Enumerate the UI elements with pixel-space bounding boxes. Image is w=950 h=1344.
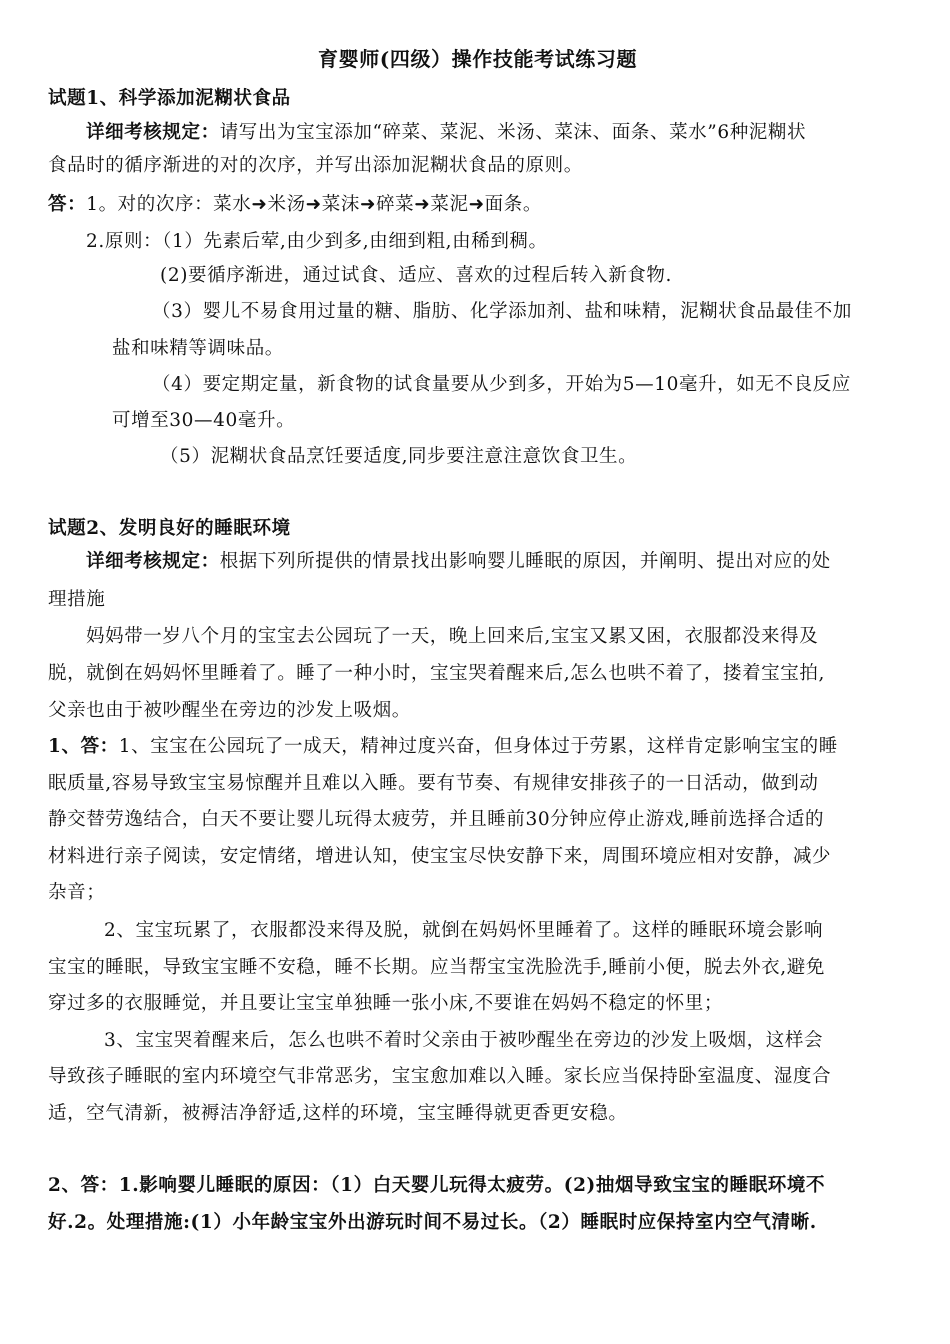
q1-answer-line-8: （5）泥糊状食品烹饪要适度,同步要注意注意饮食卫生。 xyxy=(160,446,638,467)
q1-answer-order: 1。对的次序：菜水➜米汤➜菜沫➜碎菜➜菜泥➜面条。 xyxy=(86,194,542,215)
q2-requirement-label: 详细考核规定： xyxy=(86,551,220,572)
q2-answer1-line-1 xyxy=(48,736,838,758)
q2-heading: 试题2、发明良好的睡眠环境 xyxy=(48,518,291,539)
q2-answer1-line-5: 杂音； xyxy=(48,882,106,903)
q1-answer-line-4: （3）婴儿不易食用过量的糖、脂肪、化学添加剂、盐和味精，泥糊状食品最佳不加 xyxy=(152,301,852,322)
q2-requirement-line-2: 理措施 xyxy=(48,589,106,610)
q1-answer-line-3: (2)要循序渐进，通过试食、适应、喜欢的过程后转入新食物. xyxy=(160,265,672,286)
q2-answer1-text: 1、宝宝在公园玩了一成天，精神过度兴奋，但身体过于劳累，这样肯定影响宝宝的睡 xyxy=(118,736,838,757)
q2-requirement-text: 根据下列所提供的情景找出影响婴儿睡眠的原因，并阐明、提出对应的处 xyxy=(219,551,831,572)
q1-answer-line-7: 可增至30—40毫升。 xyxy=(112,410,296,431)
q2-scenario-line-3: 父亲也由于被吵醒坐在旁边的沙发上吸烟。 xyxy=(48,700,411,721)
q2-scenario-line-1: 妈妈带一岁八个月的宝宝去公园玩了一天，晚上回来后,宝宝又累又困，衣服都没来得及 xyxy=(86,626,819,647)
q2-answer2-line-2: 好.2。处理措施:(1）小年龄宝宝外出游玩时间不易过长。（2）睡眠时应保持室内空气清晰. xyxy=(48,1212,817,1233)
q1-requirement-label: 详细考核规定： xyxy=(86,122,220,143)
q2-requirement-line-1 xyxy=(86,551,831,573)
q2-answer1-line-4: 材料进行亲子阅读，安定情绪，增进认知，使宝宝尽快安静下来，周围环境应相对安静，减少 xyxy=(48,846,832,867)
q2-scenario-line-2: 脱，就倒在妈妈怀里睡着了。睡了一种小时，宝宝哭着醒来后,怎么也哄不着了，搂着宝宝拍, xyxy=(48,663,825,684)
page-title: 育婴师(四级）操作技能考试练习题 xyxy=(318,47,638,71)
q2-answer1-label: 1、答： xyxy=(48,736,119,757)
q1-answer-line-5: 盐和味精等调味品。 xyxy=(112,338,284,359)
q2-answer1-para3-line-1: 3、宝宝哭着醒来后，怎么也哄不着时父亲由于被吵醒坐在旁边的沙发上吸烟，这样会 xyxy=(104,1030,824,1051)
q2-answer1-line-3: 静交替劳逸结合，白天不要让婴儿玩得太疲劳，并且睡前30分钟应停止游戏,睡前选择合适的 xyxy=(48,809,825,830)
q2-answer1-para2-line-2: 宝宝的睡眠，导致宝宝睡不安稳，睡不长期。应当帮宝宝洗脸洗手,睡前小便，脱去外衣,避免 xyxy=(48,957,825,978)
q1-answer-line-6: （4）要定期定量，新食物的试食量要从少到多，开始为5—10毫升，如无不良反应 xyxy=(152,374,851,395)
q1-answer-line-2: 2.原则：（1）先素后荤,由少到多,由细到粗,由稀到稠。 xyxy=(86,231,548,252)
q2-answer1-para3-line-3: 适，空气清新，被褥洁净舒适,这样的环境，宝宝睡得就更香更安稳。 xyxy=(48,1103,628,1124)
q1-requirement-line-1 xyxy=(86,122,806,144)
q1-answer-label: 答： xyxy=(48,194,87,215)
q1-requirement-line-2: 食品时的循序渐进的对的次序，并写出添加泥糊状食品的原则。 xyxy=(48,155,583,176)
q1-requirement-text: 请写出为宝宝添加“碎菜、菜泥、米汤、菜沫、面条、菜水”6种泥糊状 xyxy=(219,122,807,143)
q2-answer1-para3-line-2: 导致孩子睡眠的室内环境空气非常恶劣，宝宝愈加难以入睡。家长应当保持卧室温度、湿度合 xyxy=(48,1066,832,1087)
q2-answer1-para2-line-3: 穿过多的衣服睡觉，并且要让宝宝单独睡一张小床,不要谁在妈妈不稳定的怀里； xyxy=(48,993,723,1014)
q1-answer-line-1 xyxy=(48,194,542,216)
q1-heading: 试题1、科学添加泥糊状食品 xyxy=(48,88,291,109)
q2-answer1-para2-line-1: 2、宝宝玩累了，衣服都没来得及脱，就倒在妈妈怀里睡着了。这样的睡眠环境会影响 xyxy=(104,920,824,941)
q2-answer2-line-1: 2、答：1.影响婴儿睡眠的原因：（1）白天婴儿玩得太疲劳。(2)抽烟导致宝宝的睡眠环境不 xyxy=(48,1175,826,1196)
q2-answer1-line-2: 眠质量,容易导致宝宝易惊醒并且难以入睡。要有节奏、有规律安排孩子的一日活动，做到动 xyxy=(48,773,819,794)
